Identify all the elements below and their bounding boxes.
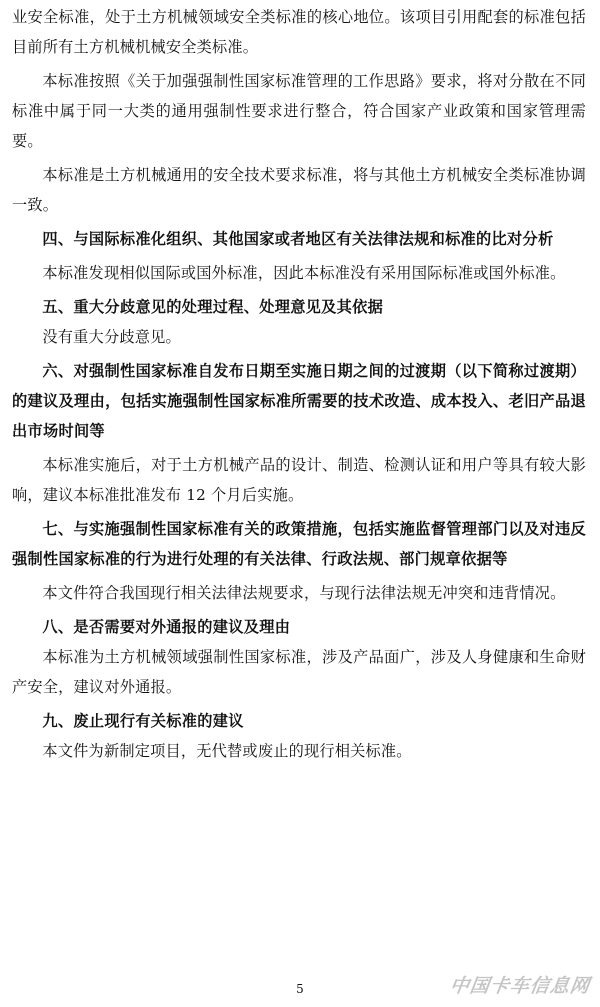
paragraph-section-6: 本标准实施后，对于土方机械产品的设计、制造、检测认证和用户等具有较大影响，建议本标准批准发布 12 个月后实施。 xyxy=(12,456,586,504)
paragraph-section-9: 本文件为新制定项目，无代替或废止的现行相关标准。 xyxy=(42,742,412,760)
section-heading-4: 四、与国际标准化组织、其他国家或者地区有关法律法规和标准的比对分析 xyxy=(42,230,554,248)
paragraph-section-5: 没有重大分歧意见。 xyxy=(42,328,181,346)
paragraph-section-7: 本文件符合我国现行相关法律法规要求，与现行法律法规无冲突和违背情况。 xyxy=(42,584,566,602)
section-heading-8: 八、是否需要对外通报的建议及理由 xyxy=(42,618,291,636)
paragraph-continued: 业安全标准，处于土方机械领域安全类标准的核心地位。该项目引用配套的标准包括目前所有土方机械机械安全类标准。 xyxy=(12,8,586,56)
paragraph-section-8: 本标准为土方机械领域强制性国家标准，涉及产品面广，涉及人身健康和生命财产安全，建议对外通报。 xyxy=(12,648,586,696)
section-heading-6: 六、对强制性国家标准自发布日期至实施日期之间的过渡期（以下简称过渡期）的建议及理由，包括实施强制性国家标准所需要的技术改造、成本投入、老旧产品退出市场时间等 xyxy=(12,362,586,440)
paragraph-section-4: 本标准发现相似国际或国外标准，因此本标准没有采用国际标准或国外标准。 xyxy=(42,264,566,282)
page-number: 5 xyxy=(296,982,304,996)
paragraph-coordination: 本标准是土方机械通用的安全技术要求标准，将与其他土方机械安全类标准协调一致。 xyxy=(12,166,586,214)
site-watermark: 中国卡车信息网 xyxy=(448,975,592,997)
paragraph-integration: 本标准按照《关于加强强制性国家标准管理的工作思路》要求，将对分散在不同标准中属于同一大类的通用强制性要求进行整合，符合国家产业政策和国家管理需要。 xyxy=(12,72,586,150)
section-heading-5: 五、重大分歧意见的处理过程、处理意见及其依据 xyxy=(42,298,384,316)
section-heading-7: 七、与实施强制性国家标准有关的政策措施，包括实施监督管理部门以及对违反强制性国家标准的行为进行处理的有关法律、行政法规、部门规章依据等 xyxy=(12,520,586,568)
document-body xyxy=(12,2,586,766)
section-heading-9: 九、废止现行有关标准的建议 xyxy=(42,712,244,730)
